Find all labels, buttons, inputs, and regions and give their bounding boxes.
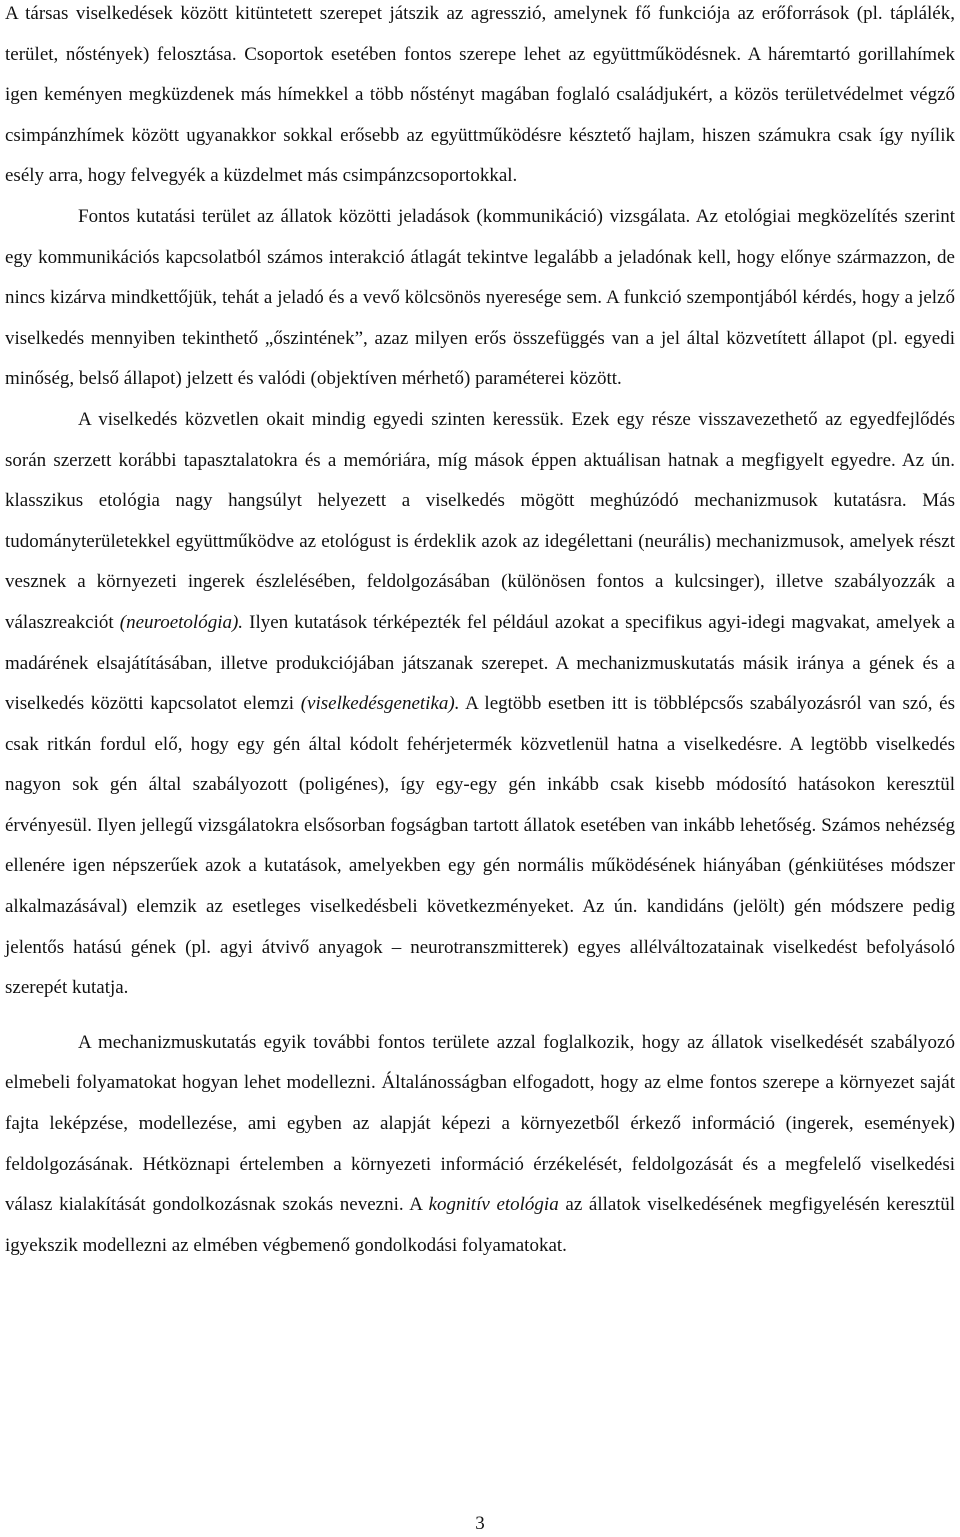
paragraph-mechanisms [5,400,955,1009]
paragraph-text: az állatok viselkedésének megfigyelésén keresztül igyekszik modellezni az elmében végbemenő gondolkodási folyamatokat. [5,1194,955,1256]
paragraph-aggression [5,0,955,197]
paragraph-cognition [5,1023,955,1267]
term-behavior-genetics: (viselkedésgenetika). [300,693,460,715]
page-number: 3 [475,1513,485,1534]
paragraph-text: Ilyen kutatások térképezték fel például azokat a specifikus agyi-idegi magvakat, amelyek a madárének elsajátításában, illetve produkciójában játszanak szerepet. A mechanizmuskutatás másik iránya a gének és a viselkedés közötti kapcsolatot elemzi [5,611,955,715]
term-neuroethology: (neuroetológia). [119,611,244,633]
paragraph-text: Fontos kutatási terület az állatok közötti jeladások (kommunikáció) vizsgálata. Az etológiai megközelítés szerint egy kommunikációs kapcsolatból számos interakció átlagát tekintve legalább a jeladónak kell, hogy előnye származzon, de nincs kizárva mindkettőjük, tehát a jeladó és a vevő kölcsönös nyeresége sem. A funkció szempontjából kérdés, hogy a jelző viselkedés mennyiben tekinthető „őszintének”, azaz milyen erős összefüggés van a jel által közvetített állapot (pl. egyedi minőség, belső állapot) jelzett és valódi (objektíven mérhető) paraméterei között. [5,205,955,390]
paragraph-text: A mechanizmuskutatás egyik további fontos területe azzal foglalkozik, hogy az állatok viselkedését szabályozó elmebeli folyamatokat hogyan lehet modellezni. Általánosságban elfogadott, hogy az elme fontos szerepe a környezet saját fajta leképzése, modellezése, ami egyben az alapját képezi a környezetből érkező információ (ingerek, események) feldolgozásának. Hétköznapi értelemben a környezeti információ érzékelését, feldolgozását és a megfelelő viselkedési válasz kialakítását gondolkozásnak szokás nevezni. A [5,1031,955,1216]
paragraph-communication [5,197,955,400]
paragraph-text: A társas viselkedések között kitüntetett szerepet játszik az agresszió, amelynek fő funkciója az erőforrások (pl. táplálék, terület, nőstények) felosztása. Csoportok esetében fontos szerepe lehet az együttműködésnek. A háremtartó gorillahímek igen keményen megküzdenek más hímekkel a több nőstényt magában foglaló családjukért, a közös területvédelmet végző csimpánzhímek között ugyanakkor sokkal erősebb az együttműködésre késztető hajlam, hiszen számukra csak így nyílik esély arra, hogy felvegyék a küzdelmet más csimpánzcsoportokkal. [5,3,955,187]
paragraph-text: A legtöbb esetben itt is többlépcsős szabályozásról van szó, és csak ritkán fordul elő, hogy egy gén által kódolt fehérjetermék közvetlenül hatna a viselkedésre. A legtöbb viselkedés nagyon sok gén által szabályozott (poligénes), így egy-egy gén inkább csak kisebb módosító hatásokon keresztül érvényesül. Ilyen jellegű vizsgálatokra elsősorban fogságban tartott állatok esetében van inkább lehetőség. Számos nehézség ellenére igen népszerűek azok a kutatások, amelyekben egy gén normális működésének hiányában (génkiütéses módszer alkalmazásával) elemzik az esetleges viselkedésbeli következményeket. Az ún. kandidáns (jelölt) gén módszere pedig jelentős hatású gének (pl. agyi átvivő anyagok – neurotranszmitterek) egyes allélváltozatainak viselkedést befolyásoló szerepét kutatja. [5,693,955,999]
document-page [5,0,955,1266]
paragraph-text: A viselkedés közvetlen okait mindig egyedi szinten keressük. Ezek egy része visszavezethető az egyedfejlődés során szerzett korábbi tapasztalatokra és a memóriára, míg mások éppen aktuálisan hatnak a megfigyelt egyedre. Az ún. klasszikus etológia nagy hangsúlyt helyezett a viselkedés mögött meghúzódó mechanizmusok kutatásra. Más tudományterületekkel együttműködve az etológust is érdeklik azok az idegélettani (neurális) mechanizmusok, amelyek részt vesznek a környezeti ingerek észlelésében, feldolgozásában (különösen fontos a kulcsinger), illetve szabályozzák a válaszreakciót [5,408,955,633]
term-cognitive-ethology: kognitív etológia [428,1194,559,1216]
